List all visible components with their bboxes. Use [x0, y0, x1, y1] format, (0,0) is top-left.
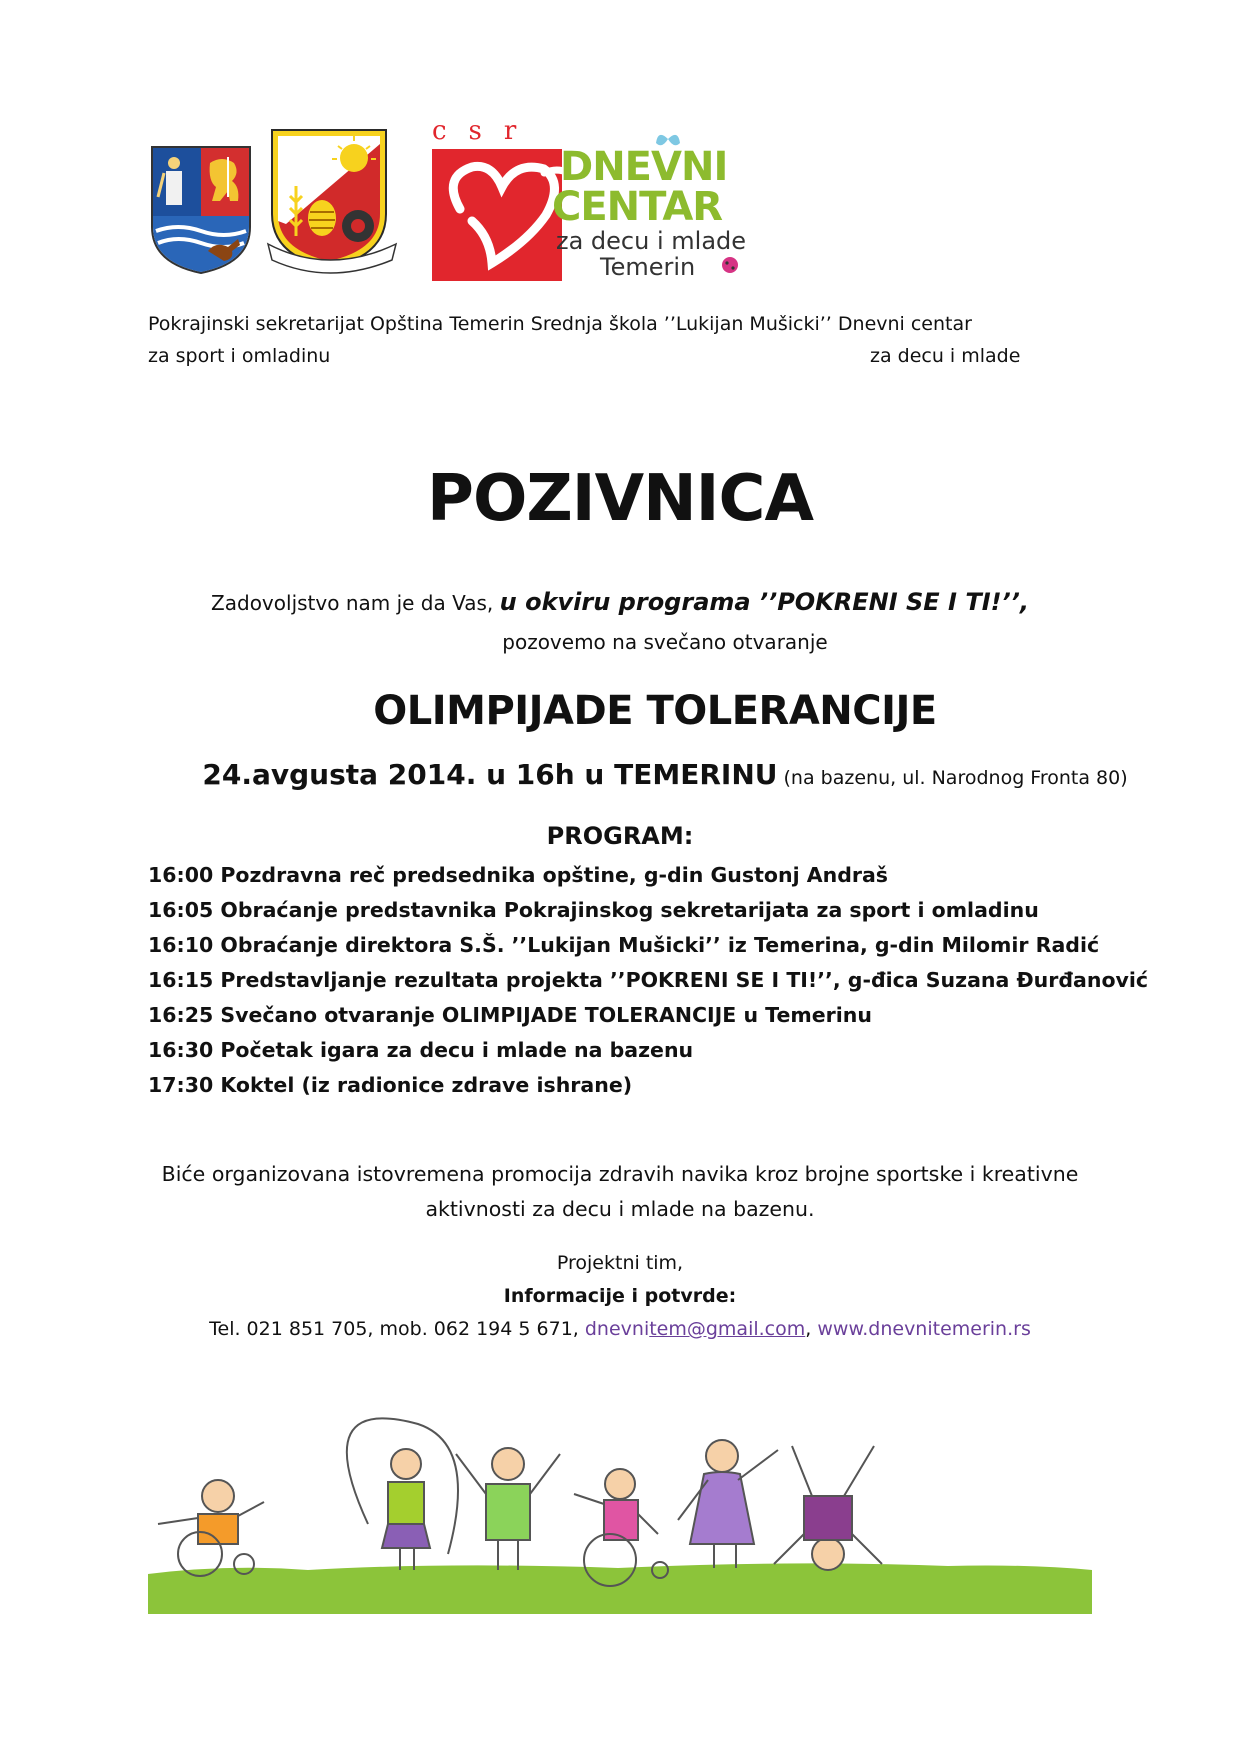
program-item: 16:30 Početak igara za decu i mlade na bazenu — [148, 1038, 694, 1062]
dnevni-centar-csr-logo — [432, 117, 762, 285]
event-title: OLIMPIJADE TOLERANCIJE — [373, 688, 937, 734]
event-location: (na bazenu, ul. Narodnog Fronta 80) — [777, 767, 1128, 789]
intro-program-name: u okviru programa ’’POKRENI SE I TI!’’, — [499, 588, 1029, 616]
logo-dnevni-text: DNEVNI — [560, 144, 728, 190]
page-title: POZIVNICA — [427, 462, 813, 536]
temerin-municipality-crest-logo — [266, 126, 398, 276]
program-item: 16:05 Obraćanje predstavnika Pokrajinskog sekretarijata za sport i omladinu — [148, 898, 1039, 922]
organizations-line-2-right: za decu i mlade — [870, 345, 1021, 367]
project-team-text: Projektni tim, — [556, 1252, 684, 1274]
program-item: 16:25 Svečano otvaranje OLIMPIJADE TOLERANCIJE u Temerinu — [148, 1003, 872, 1027]
vojvodina-coat-of-arms-logo — [148, 143, 254, 277]
logo-tagline-text: za decu i mlade — [556, 227, 747, 255]
organizations-line-1: Pokrajinski sekretarijat Opština Temerin Srednja škola ’’Lukijan Mušicki’’ Dnevni centar — [148, 313, 972, 335]
program-item: 17:30 Koktel (iz radionice zdrave ishrane) — [148, 1073, 633, 1097]
intro-lead: Zadovoljstvo nam je da Vas, — [211, 591, 500, 615]
email-link[interactable]: dnevnitem@gmail.com — [584, 1318, 806, 1340]
children-playing-illustration — [148, 1404, 1092, 1614]
organizations-line-2-left: za sport i omladinu — [148, 345, 331, 367]
logo-place-text: Temerin — [600, 253, 696, 281]
contact-separator: , — [805, 1318, 818, 1340]
event-date-line — [0, 758, 1240, 791]
program-heading: PROGRAM: — [546, 822, 694, 850]
program-item: 16:10 Obraćanje direktora S.Š. ’’Lukijan Mušicki’’ iz Temerina, g-din Milomir Radić — [148, 933, 1100, 957]
contact-line — [0, 1318, 1240, 1340]
phone-numbers: Tel. 021 851 705, mob. 062 194 5 671, — [209, 1318, 585, 1340]
event-date: 24.avgusta 2014. u 16h u TEMERINU — [202, 758, 778, 791]
promotion-line-1: Biće organizovana istovremena promocija zdravih navika kroz brojne sportske i kreativne — [161, 1162, 1079, 1186]
info-heading: Informacije i potvrde: — [503, 1285, 737, 1307]
website-link[interactable]: www.dnevnitemerin.rs — [817, 1318, 1031, 1340]
csr-logo-text: csr — [432, 117, 539, 146]
logo-centar-text: CENTAR — [552, 184, 723, 230]
promotion-line-2: aktivnosti za decu i mlade na bazenu. — [425, 1197, 815, 1221]
intro-line-2: pozovemo na svečano otvaranje — [502, 630, 828, 654]
program-list — [148, 858, 1148, 1103]
program-item: 16:00 Pozdravna reč predsednika opštine, g-din Gustonj Andraš — [148, 863, 889, 887]
program-item: 16:15 Predstavljanje rezultata projekta ’’POKRENI SE I TI!’’, g-đica Suzana Đurđanović — [148, 968, 1149, 992]
intro-line-1 — [0, 588, 1240, 616]
